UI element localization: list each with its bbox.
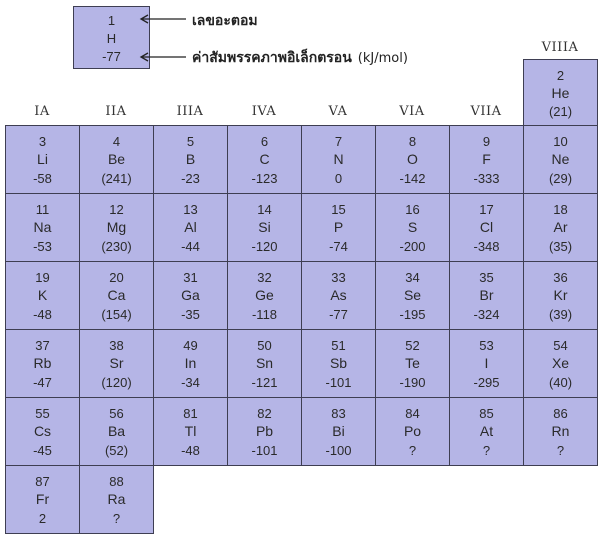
electron-affinity-value: ? xyxy=(482,443,491,459)
element-cell-na xyxy=(5,193,80,262)
atomic-number: 7 xyxy=(334,133,343,149)
atomic-number: 9 xyxy=(482,133,491,149)
electron-affinity-value: -200 xyxy=(399,239,426,255)
element-cell-he xyxy=(523,59,598,126)
element-symbol: Kr xyxy=(553,287,568,304)
atomic-number: 34 xyxy=(405,269,420,285)
electron-affinity-value: -324 xyxy=(473,307,500,323)
atomic-number: 2 xyxy=(556,67,565,83)
legend-atomic-number-label: เลขอะตอม xyxy=(192,13,258,29)
element-symbol: Pb xyxy=(255,423,274,440)
atomic-number: 37 xyxy=(35,337,50,353)
electron-affinity-value: -101 xyxy=(251,443,278,459)
atomic-number: 14 xyxy=(257,201,272,217)
atomic-number: 55 xyxy=(35,405,50,421)
electron-affinity-value: -100 xyxy=(325,443,352,459)
element-symbol: S xyxy=(407,219,418,236)
atomic-number: 11 xyxy=(35,201,50,217)
element-cell-k xyxy=(5,261,80,330)
element-symbol: At xyxy=(479,423,494,440)
electron-affinity-value: ? xyxy=(556,443,565,459)
atomic-number: 81 xyxy=(183,405,198,421)
element-symbol: Ra xyxy=(107,491,126,508)
element-cell-al xyxy=(153,193,228,262)
legend-unit: (kJ/mol) xyxy=(357,51,408,66)
legend-symbol: H xyxy=(106,30,117,46)
element-cell-ge xyxy=(227,261,302,330)
element-cell-sr xyxy=(79,329,154,398)
element-symbol: Te xyxy=(405,355,420,372)
element-cell-po xyxy=(375,397,450,466)
electron-affinity-value: -74 xyxy=(329,239,348,255)
electron-affinity-value: -348 xyxy=(473,239,500,255)
electron-affinity-value: (154) xyxy=(101,307,132,323)
atomic-number: 36 xyxy=(553,269,568,285)
element-cell-mg xyxy=(79,193,154,262)
electron-affinity-value: -118 xyxy=(251,307,278,323)
legend-affinity-label: ค่าสัมพรรคภาพอิเล็กตรอน (kJ/mol) xyxy=(192,50,408,66)
element-symbol: He xyxy=(551,84,570,101)
element-symbol: Xe xyxy=(551,355,570,372)
element-cell-b xyxy=(153,125,228,194)
element-symbol: C xyxy=(259,151,270,168)
element-cell-br xyxy=(449,261,524,330)
element-cell-p xyxy=(301,193,376,262)
element-cell-at xyxy=(449,397,524,466)
element-cell-ar xyxy=(523,193,598,262)
electron-affinity-value: (120) xyxy=(101,375,132,391)
element-cell-rn xyxy=(523,397,598,466)
element-symbol: In xyxy=(184,355,197,372)
element-symbol: Ca xyxy=(107,287,126,304)
electron-affinity-value: -142 xyxy=(399,171,426,187)
atomic-number: 86 xyxy=(553,405,568,421)
element-cell-as xyxy=(301,261,376,330)
element-symbol: Ge xyxy=(255,287,274,304)
element-symbol: Fr xyxy=(35,491,50,508)
electron-affinity-value: -123 xyxy=(251,171,278,187)
element-cell-fr xyxy=(5,465,80,534)
element-symbol: B xyxy=(185,151,196,168)
atomic-number: 83 xyxy=(331,405,346,421)
element-cell-in xyxy=(153,329,228,398)
electron-affinity-value: -101 xyxy=(325,375,352,391)
element-cell-c xyxy=(227,125,302,194)
legend-affinity-value: -77 xyxy=(102,48,121,64)
electron-affinity-value: -77 xyxy=(329,307,348,323)
element-cell-si xyxy=(227,193,302,262)
atomic-number: 38 xyxy=(109,337,124,353)
electron-affinity-value: (40) xyxy=(548,375,573,391)
atomic-number: 82 xyxy=(257,405,272,421)
electron-affinity-value: -195 xyxy=(399,307,426,323)
element-symbol: I xyxy=(484,355,489,372)
element-symbol: Sn xyxy=(255,355,274,372)
electron-affinity-value: ? xyxy=(112,511,121,527)
group-label-iva: IVA xyxy=(251,104,277,119)
atomic-number: 16 xyxy=(405,201,420,217)
element-symbol: Si xyxy=(258,219,271,236)
electron-affinity-value: -23 xyxy=(181,171,200,187)
electron-affinity-value: (52) xyxy=(104,443,129,459)
atomic-number: 15 xyxy=(331,201,346,217)
electron-affinity-value: (29) xyxy=(548,171,573,187)
electron-affinity-value: -35 xyxy=(181,307,200,323)
element-symbol: Po xyxy=(403,423,422,440)
element-cell-sb xyxy=(301,329,376,398)
group-label-iiia: IIIA xyxy=(176,104,204,119)
element-cell-cs xyxy=(5,397,80,466)
element-symbol: Br xyxy=(479,287,494,304)
element-cell-ga xyxy=(153,261,228,330)
element-symbol: Li xyxy=(37,151,48,168)
element-symbol: Tl xyxy=(184,423,197,440)
atomic-number: 51 xyxy=(331,337,346,353)
element-cell-tl xyxy=(153,397,228,466)
atomic-number: 33 xyxy=(331,269,346,285)
element-symbol: Rb xyxy=(33,355,52,372)
electron-affinity-value: -34 xyxy=(181,375,200,391)
element-cell-te xyxy=(375,329,450,398)
group-label-iia: IIA xyxy=(105,104,127,119)
element-cell-cl xyxy=(449,193,524,262)
electron-affinity-value: 2 xyxy=(38,511,47,527)
element-symbol: K xyxy=(37,287,48,304)
element-cell-se xyxy=(375,261,450,330)
group-label-va: VA xyxy=(328,104,348,119)
element-cell-o xyxy=(375,125,450,194)
atomic-number: 13 xyxy=(183,201,198,217)
element-symbol: Ba xyxy=(107,423,126,440)
atomic-number: 53 xyxy=(479,337,494,353)
element-cell-li xyxy=(5,125,80,194)
electron-affinity-value: -47 xyxy=(33,375,52,391)
element-cell-i xyxy=(449,329,524,398)
atomic-number: 20 xyxy=(109,269,124,285)
electron-affinity-value: -44 xyxy=(181,239,200,255)
element-symbol: Cl xyxy=(479,219,494,236)
element-cell-ne xyxy=(523,125,598,194)
element-cell-be xyxy=(79,125,154,194)
element-symbol: P xyxy=(333,219,344,236)
atomic-number: 32 xyxy=(257,269,272,285)
atomic-number: 50 xyxy=(257,337,272,353)
element-cell-ca xyxy=(79,261,154,330)
atomic-number: 6 xyxy=(260,133,269,149)
element-cell-ra xyxy=(79,465,154,534)
element-cell-bi xyxy=(301,397,376,466)
element-symbol: Cs xyxy=(33,423,52,440)
group-label-ia: IA xyxy=(34,104,50,119)
electron-affinity-value: -48 xyxy=(33,307,52,323)
element-symbol: Be xyxy=(107,151,126,168)
element-symbol: Se xyxy=(403,287,422,304)
atomic-number: 84 xyxy=(405,405,420,421)
group-label-viiia: VIIIA xyxy=(541,40,579,55)
electron-affinity-value: (241) xyxy=(101,171,132,187)
electron-affinity-value: -48 xyxy=(181,443,200,459)
element-cell-kr xyxy=(523,261,598,330)
electron-affinity-value: -53 xyxy=(33,239,52,255)
element-symbol: F xyxy=(482,151,491,168)
element-cell-sn xyxy=(227,329,302,398)
element-symbol: O xyxy=(407,151,418,168)
electron-affinity-value: -121 xyxy=(251,375,278,391)
atomic-number: 19 xyxy=(35,269,50,285)
element-cell-pb xyxy=(227,397,302,466)
electron-affinity-value: -190 xyxy=(399,375,426,391)
electron-affinity-value: (39) xyxy=(548,307,573,323)
element-symbol: As xyxy=(330,287,347,304)
atomic-number: 3 xyxy=(38,133,47,149)
atomic-number: 88 xyxy=(109,473,124,489)
electron-affinity-value: ? xyxy=(408,443,417,459)
atomic-number: 4 xyxy=(112,133,121,149)
atomic-number: 85 xyxy=(479,405,494,421)
element-cell-n xyxy=(301,125,376,194)
atomic-number: 31 xyxy=(183,269,198,285)
electron-affinity-value: -333 xyxy=(473,171,500,187)
element-symbol: Al xyxy=(184,219,197,236)
electron-affinity-value: 0 xyxy=(334,171,343,187)
element-symbol: Ne xyxy=(551,151,570,168)
element-cell-ba xyxy=(79,397,154,466)
atomic-number: 52 xyxy=(405,337,420,353)
electron-affinity-value: (21) xyxy=(548,103,573,119)
element-symbol: Ga xyxy=(181,287,200,304)
element-symbol: Bi xyxy=(332,423,345,440)
element-symbol: Ar xyxy=(553,219,568,236)
group-label-viia: VIIA xyxy=(470,104,502,119)
atomic-number: 54 xyxy=(553,337,568,353)
element-symbol: Mg xyxy=(106,219,127,236)
atomic-number: 35 xyxy=(479,269,494,285)
group-label-via: VIA xyxy=(399,104,425,119)
atomic-number: 10 xyxy=(553,133,568,149)
atomic-number: 17 xyxy=(479,201,494,217)
electron-affinity-value: -295 xyxy=(473,375,500,391)
atomic-number: 8 xyxy=(408,133,417,149)
element-cell-f xyxy=(449,125,524,194)
element-cell-xe xyxy=(523,329,598,398)
atomic-number: 49 xyxy=(183,337,198,353)
legend-atomic-number: 1 xyxy=(107,12,116,28)
atomic-number: 5 xyxy=(186,133,195,149)
electron-affinity-value: (230) xyxy=(101,239,132,255)
electron-affinity-value: -45 xyxy=(33,443,52,459)
electron-affinity-value: (35) xyxy=(548,239,573,255)
atomic-number: 56 xyxy=(109,405,124,421)
element-symbol: Sr xyxy=(109,355,124,372)
electron-affinity-value: -120 xyxy=(251,239,278,255)
element-symbol: Sb xyxy=(329,355,348,372)
element-symbol: Na xyxy=(33,219,52,236)
electron-affinity-value: -58 xyxy=(33,171,52,187)
element-cell-rb xyxy=(5,329,80,398)
atomic-number: 12 xyxy=(109,201,124,217)
element-symbol: N xyxy=(333,151,344,168)
atomic-number: 87 xyxy=(35,473,50,489)
element-cell-s xyxy=(375,193,450,262)
atomic-number: 18 xyxy=(553,201,568,217)
element-symbol: Rn xyxy=(551,423,570,440)
